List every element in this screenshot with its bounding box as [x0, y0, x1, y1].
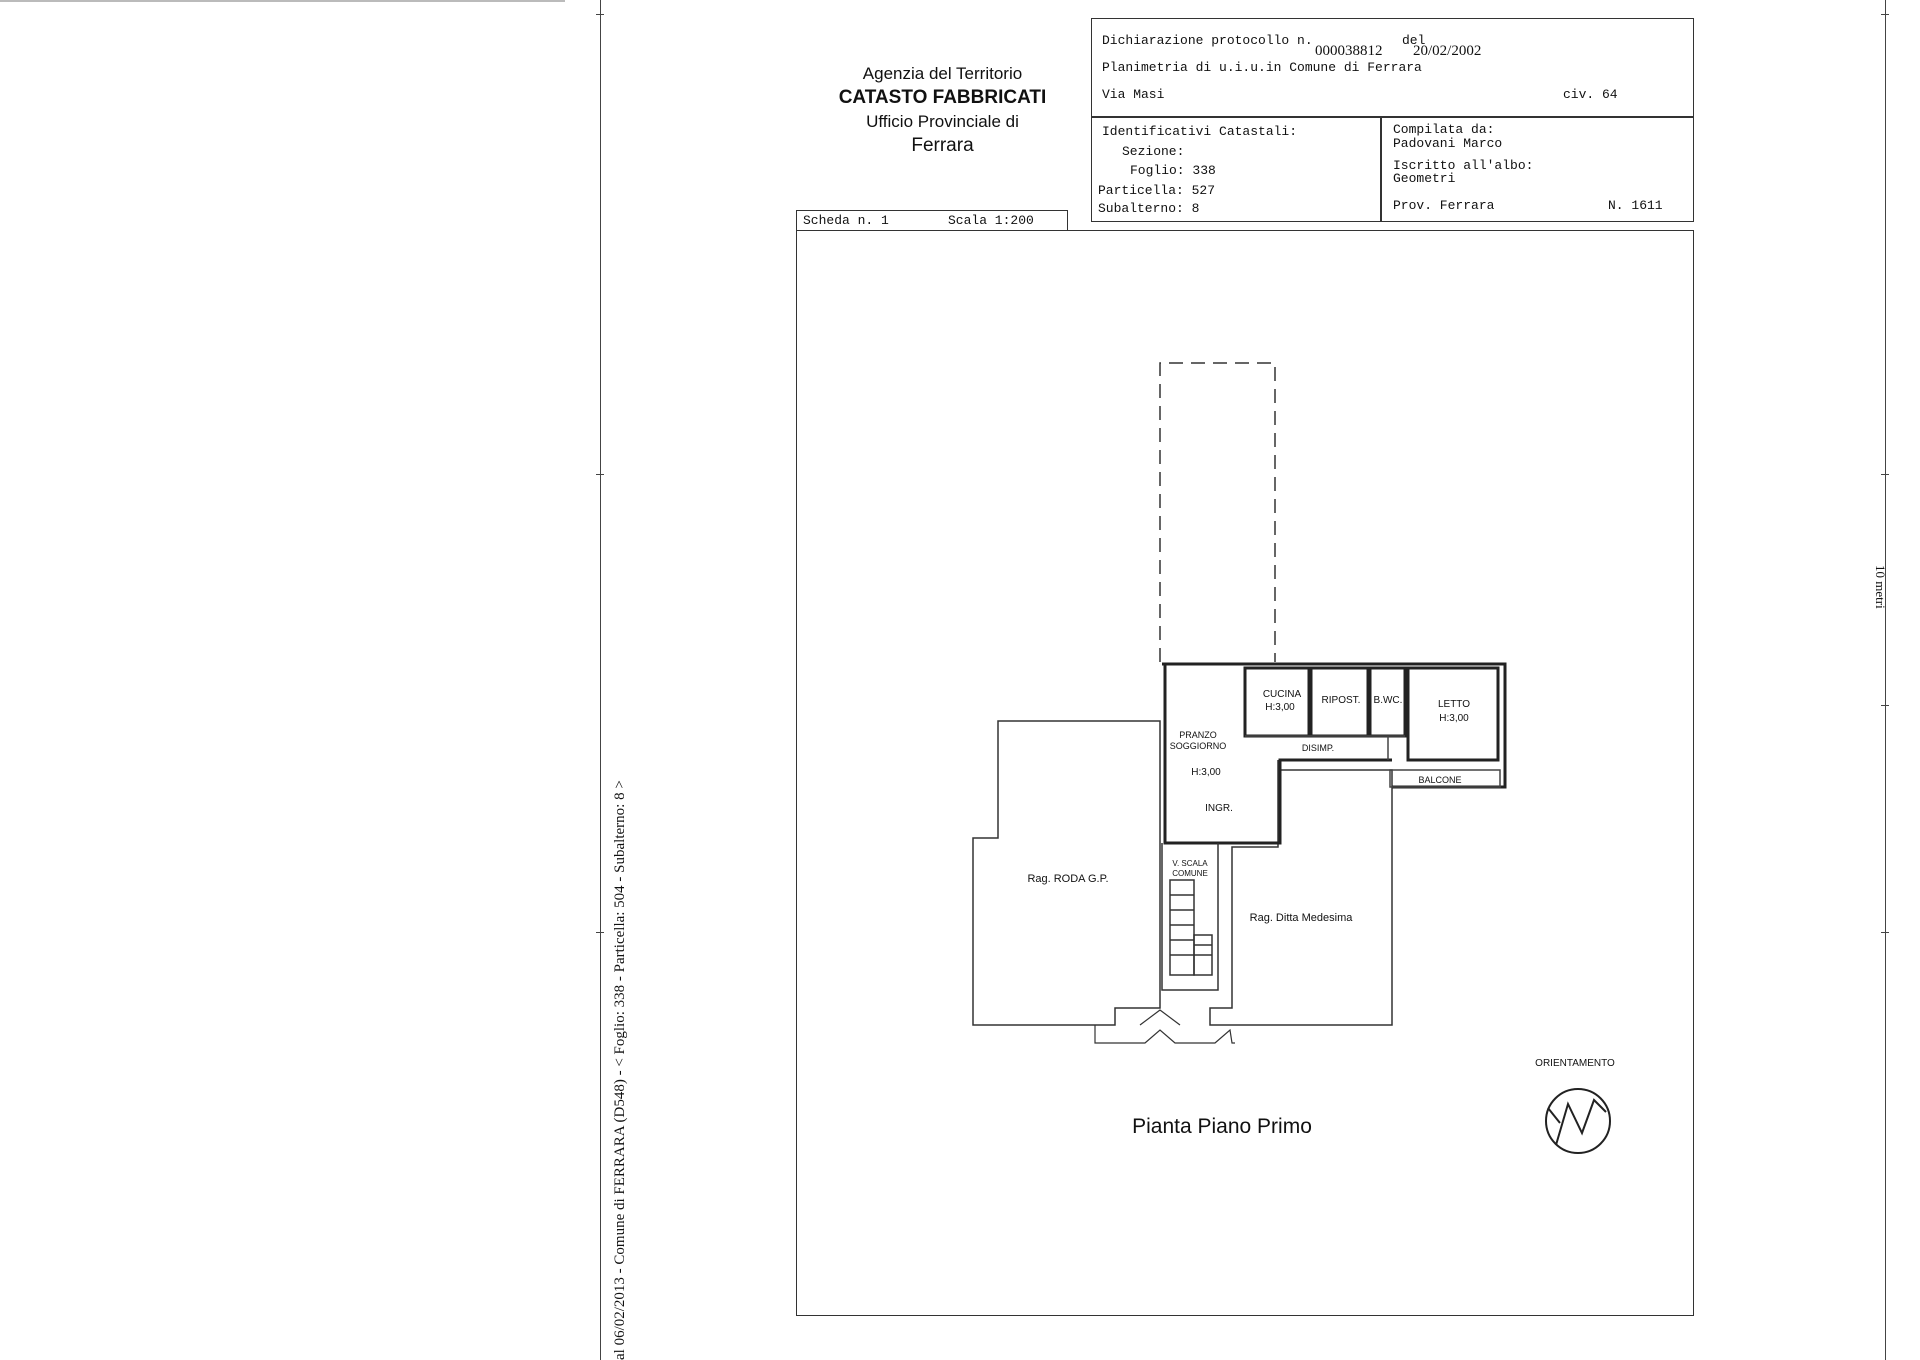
apartment-walls [1162, 664, 1505, 843]
scale-label: 10 metri [1873, 565, 1888, 609]
scale: Scala 1:200 [948, 213, 1034, 228]
label-comune: COMUNE [1172, 869, 1208, 878]
entrance-porch [1095, 1010, 1235, 1043]
label-neighbour-ditta: Rag. Ditta Medesima [1249, 912, 1353, 924]
particella: Particella: 527 [1098, 183, 1216, 198]
label-letto-height: H:3,00 [1439, 713, 1469, 724]
label-balcone: BALCONE [1418, 775, 1462, 785]
identifiers-title: Identificativi Catastali: [1102, 124, 1298, 139]
registered-label: Iscritto all'albo: [1393, 158, 1534, 173]
agency-city: Ferrara [911, 135, 974, 156]
label-bwc: B.WC. [1373, 695, 1403, 706]
address: Via Masi [1102, 87, 1165, 102]
agency-catasto: CATASTO FABBRICATI [838, 87, 1047, 108]
label-letto: LETTO [1437, 699, 1471, 710]
scheda-number: Scheda n. 1 [803, 213, 889, 228]
dashed-outline [1160, 363, 1275, 662]
foglio: Foglio: 338 [1130, 163, 1216, 178]
compass-icon [1546, 1089, 1610, 1153]
agency-office: Ufficio Provinciale di [866, 112, 1019, 131]
label-orientamento: ORIENTAMENTO [1535, 1058, 1615, 1069]
side-stamp: al 06/02/2013 - Comune di FERRARA (D548) - < Foglio: 338 - Particella: 504 - Subalterno: 8 > [612, 780, 628, 1360]
plan-title: Pianta Piano Primo [1132, 1115, 1312, 1138]
civic-number: civ. 64 [1563, 87, 1618, 102]
compiler-name: Padovani Marco [1393, 136, 1503, 151]
label-disimp: DISIMP. [1301, 743, 1335, 753]
label-vscala: V. SCALA [1172, 859, 1208, 868]
label-soggiorno: SOGGIORNO [1169, 741, 1227, 751]
neighbour-ditta-outline [1210, 760, 1392, 1025]
label-cucina-height: H:3,00 [1265, 702, 1295, 713]
label-neighbour-roda: Rag. RODA G.P. [1027, 873, 1109, 885]
sezione: Sezione: [1122, 144, 1185, 159]
agency-name: Agenzia del Territorio [862, 64, 1023, 83]
province: Prov. Ferrara [1393, 198, 1495, 213]
label-pranzo-height: H:3,00 [1191, 767, 1221, 778]
declaration-label: Dichiarazione protocollo n. [1102, 33, 1313, 48]
protocol-number: 000038812 [1315, 43, 1383, 59]
label-ingr: INGR. [1205, 803, 1233, 814]
label-cucina: CUCINA [1262, 689, 1302, 700]
compiled-by-label: Compilata da: [1393, 122, 1495, 137]
declaration-date: 20/02/2002 [1413, 43, 1482, 59]
del-label: del [1402, 33, 1426, 48]
registry: Geometri [1393, 171, 1456, 186]
registry-number: N. 1611 [1608, 198, 1663, 213]
planimetria-label: Planimetria di u.i.u.in Comune di Ferrara [1102, 60, 1422, 75]
label-pranzo: PRANZO [1179, 730, 1217, 740]
label-ripost: RIPOST. [1321, 695, 1361, 706]
subalterno: Subalterno: 8 [1098, 201, 1200, 216]
